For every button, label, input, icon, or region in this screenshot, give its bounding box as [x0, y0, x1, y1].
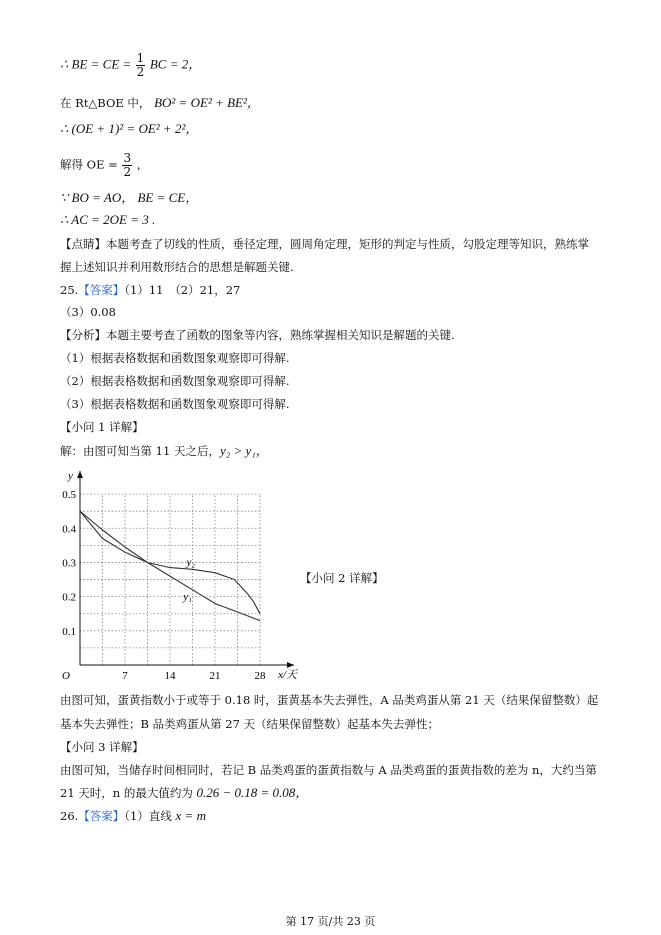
chart-labels [62, 470, 298, 682]
line-because: ∵ BO = AO， BE = CE， [60, 190, 199, 205]
x-tick-label: 21 [209, 670, 221, 682]
solve-oe-text: 解得 OE = [60, 157, 122, 172]
answer-tag: 【答案】 [78, 809, 125, 823]
sub3-math: 0.26 − 0.18 = 0.08， [196, 785, 309, 800]
rt-triangle-text: 在 Rt△BOE 中， [60, 96, 151, 110]
fraction-half [136, 52, 146, 79]
frac-den: 2 [136, 65, 145, 79]
y-tick-label: 0.1 [62, 625, 76, 638]
rt-triangle-math: BO² = OE² + BE²， [154, 95, 260, 110]
answer-math: x = m [175, 808, 206, 823]
y-tick-label: 0.5 [62, 489, 76, 502]
y-tick-label: 0.2 [62, 591, 76, 604]
series-label-2: y₂ [186, 556, 196, 569]
x-tick-label: 7 [122, 670, 128, 682]
line-sub1-heading: 【小问 1 详解】 [60, 420, 144, 434]
x-tick-label: 28 [254, 670, 266, 682]
x-tick-label: 14 [164, 670, 176, 682]
line-sub2-1: 由图可知，蛋黄指数小于或等于 0.18 时，蛋黄基本失去弹性，A 品类鸡蛋从第 21 天（结果保留整数）起 [60, 693, 599, 707]
y-tick-label: 0.3 [62, 557, 76, 570]
line-sub3-2 [60, 785, 308, 801]
line-dianjing-2: 握上述知识并利用数形结合的思想是解题关键. [60, 260, 294, 274]
line-sub3-1: 由图可知，当储存时间相同时，若记 B 品类鸡蛋的蛋黄指数与 A 品类鸡蛋的蛋黄指数的差为 n，大约当第 [60, 763, 597, 777]
frac-num: 3 [123, 151, 132, 165]
dianjing-tag: 【点睛】 [60, 237, 106, 251]
chart-axes [77, 471, 294, 668]
answer-text: （1）11 （2）21，27 [124, 283, 241, 297]
line-sub3-heading: 【小问 3 详解】 [60, 740, 144, 754]
line-rt-triangle [60, 95, 260, 111]
answer-text: （1）直线 [124, 809, 176, 823]
series-label-1: y₁ [183, 590, 193, 603]
line-be-ce [60, 52, 201, 79]
line-fenxi-1: （1）根据表格数据和函数图象观察即可得解. [60, 351, 290, 365]
frac-num: 1 [136, 51, 145, 65]
y-axis-label: y [68, 470, 73, 482]
origin-label: O [62, 670, 70, 682]
line-dianjing-1 [60, 236, 589, 252]
yolk-index-chart [56, 465, 306, 685]
side-label-sub2: 【小问 2 详解】 [300, 571, 384, 585]
fraction-three-halves [122, 152, 132, 179]
be-ce-lead: ∴ BE = CE = [60, 56, 135, 72]
line-sub1-solution [60, 443, 269, 459]
line-therefore-ac: ∴ AC = 2OE = 3 . [60, 212, 156, 227]
line-fenxi-2: （2）根据表格数据和函数图象观察即可得解. [60, 374, 290, 388]
x-axis-label: x/天 [278, 669, 297, 681]
sub1-math: y₂ > y₁， [219, 443, 269, 458]
line-fenxi: 【分析】本题主要考查了函数的图象等内容，熟练掌握相关知识是解题的关键. [60, 328, 455, 342]
page-footer: 第 17 页/共 23 页 [285, 915, 376, 928]
line-q26-answer [60, 808, 206, 824]
sub3-text: 21 天时，n 的最大值约为 [60, 786, 197, 800]
line-fenxi-3: （3）根据表格数据和函数图象观察即可得解. [60, 397, 290, 411]
y-tick-label: 0.4 [62, 523, 76, 536]
answer-tag: 【答案】 [78, 283, 125, 297]
frac-den: 2 [123, 165, 132, 179]
y-axis-arrow [77, 471, 83, 478]
dianjing-text: 本题考查了切线的性质，垂径定理，圆周角定理，矩形的判定与性质，勾股定理等知识，熟练掌 [106, 237, 589, 251]
line-q25-answer-3: （3）0.08 [60, 305, 116, 319]
line-solve-oe [60, 152, 148, 179]
be-ce-tail: BC = 2， [149, 56, 202, 72]
x-axis-arrow [287, 662, 294, 668]
line-sub2-2: 基本失去弹性；B 品类鸡蛋从第 27 天（结果保留整数）起基本失去弹性； [60, 717, 440, 731]
question-number: 25. [60, 283, 79, 297]
line-q25-answer [60, 282, 240, 298]
question-number: 26. [60, 809, 79, 823]
sub1-text: 解：由图可知当第 11 天之后， [60, 444, 220, 458]
solve-oe-tail: ， [136, 157, 149, 172]
line-oe-equation: ∴ (OE + 1)² = OE² + 2²， [60, 121, 199, 136]
